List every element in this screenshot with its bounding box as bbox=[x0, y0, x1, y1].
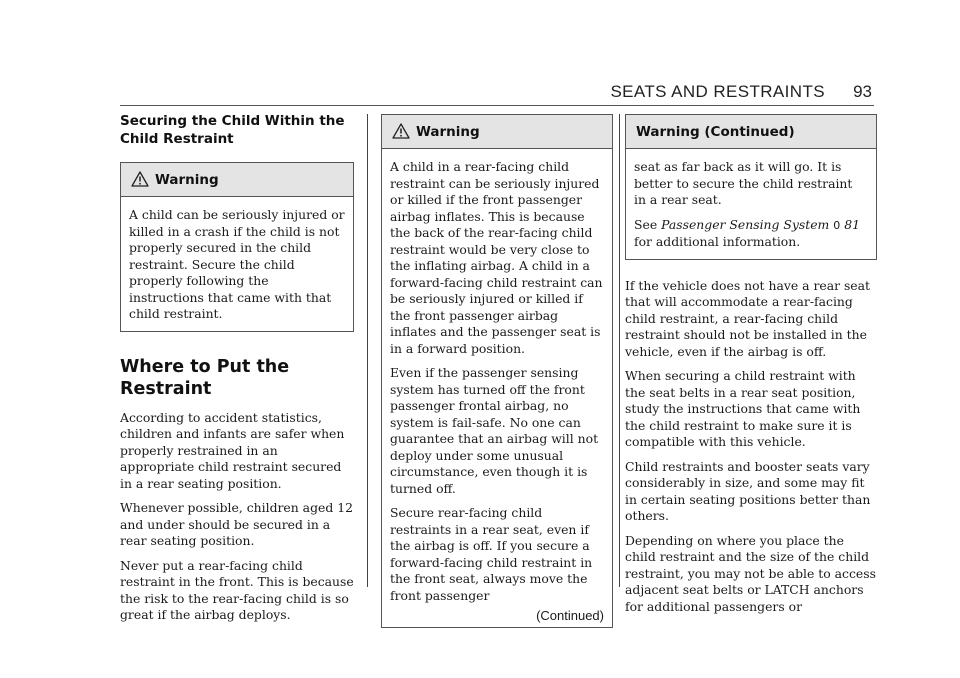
warning-paragraph: Secure rear-facing child restraints in a rear seat, even if the airbag is off. If you secure a forward-facing child restraint in the front seat, always move the front passenger bbox=[390, 505, 593, 603]
warning-paragraph: A child in a rear-facing child restraint can be seriously injured or killed if the front passenger airbag inflates. This is because the back of the rear-facing child restraint would be very close to the inflating airbag. A child in a forward-facing child restraint can be seriously injured or killed if the front passenger airbag inflates and the passenger seat is in a forward position. bbox=[390, 159, 603, 356]
ref-prefix: See bbox=[634, 216, 662, 232]
paragraph: According to accident statistics, children and infants are safer when properly restrained in an appropriate child restraint secured in a rear seating position. bbox=[120, 409, 345, 491]
section-heading: Where to Put the Restraint bbox=[120, 356, 290, 399]
paragraph: When securing a child restraint with the seat belts in a rear seat position, study the instructions that came with the child restraint to make sure it is compatible with this vehicle. bbox=[625, 368, 861, 449]
page-ref-arrow-icon: 0 bbox=[833, 218, 841, 232]
continued-label: (Continued) bbox=[536, 608, 604, 623]
warning-title: Warning bbox=[155, 171, 219, 188]
section-title: Securing the Child Within the Child Restraint bbox=[120, 113, 345, 147]
column-2 bbox=[381, 114, 613, 628]
column-1 bbox=[120, 108, 354, 624]
paragraph: Child restraints and booster seats vary considerably in size, and some may fit in certain seating positions better than others. bbox=[625, 458, 871, 523]
column-divider-1 bbox=[367, 114, 368, 587]
warning-paragraph: Even if the passenger sensing system has turned off the front passenger frontal airbag, no system is fail-safe. No one can guarantee that an airbag will not deploy under some unusual circumstance, even though it is turned off. bbox=[390, 365, 599, 496]
column-divider-2 bbox=[619, 114, 620, 587]
cross-reference bbox=[634, 217, 868, 251]
warning-triangle-icon bbox=[392, 123, 410, 139]
paragraph: Depending on where you place the child restraint and the size of the child restraint, you may not be able to access adjacent seat belts or LATCH anchors for additional passengers or bbox=[625, 532, 876, 614]
warning-header bbox=[626, 115, 876, 149]
paragraph: Never put a rear-facing child restraint in the front. This is because the risk to the rear-facing child is so great if the airbag deploys. bbox=[120, 557, 354, 622]
warning-header bbox=[382, 115, 612, 149]
ref-link[interactable]: Passenger Sensing System bbox=[661, 216, 830, 232]
warning-box bbox=[120, 162, 354, 332]
warning-triangle-icon bbox=[131, 171, 149, 187]
warning-box bbox=[625, 114, 877, 260]
warning-box bbox=[381, 114, 613, 628]
warning-text: seat as far back as it will go. It is better to secure the child restraint in a rear seat. bbox=[634, 159, 853, 207]
ref-suffix: for additional information. bbox=[634, 234, 801, 249]
warning-header bbox=[121, 163, 353, 197]
paragraph: Whenever possible, children aged 12 and under should be secured in a rear seating position. bbox=[120, 500, 353, 548]
warning-text: A child can be seriously injured or killed in a crash if the child is not properly secured in the child restraint. Secure the child properly following the instructions that came with that child restraint. bbox=[129, 207, 345, 321]
column-3 bbox=[625, 114, 877, 615]
header-rule bbox=[120, 105, 874, 106]
page-header bbox=[0, 82, 960, 106]
page-number: 93 bbox=[853, 82, 872, 101]
chapter-title: SEATS AND RESTRAINTS bbox=[610, 82, 825, 101]
warning-title: Warning bbox=[416, 123, 480, 140]
ref-page[interactable]: 81 bbox=[844, 216, 860, 232]
warning-title: Warning (Continued) bbox=[636, 123, 795, 140]
paragraph: If the vehicle does not have a rear seat that will accommodate a rear-facing child restraint, a rear-facing child restraint should not be installed in the vehicle, even if the airbag is off. bbox=[625, 277, 871, 359]
